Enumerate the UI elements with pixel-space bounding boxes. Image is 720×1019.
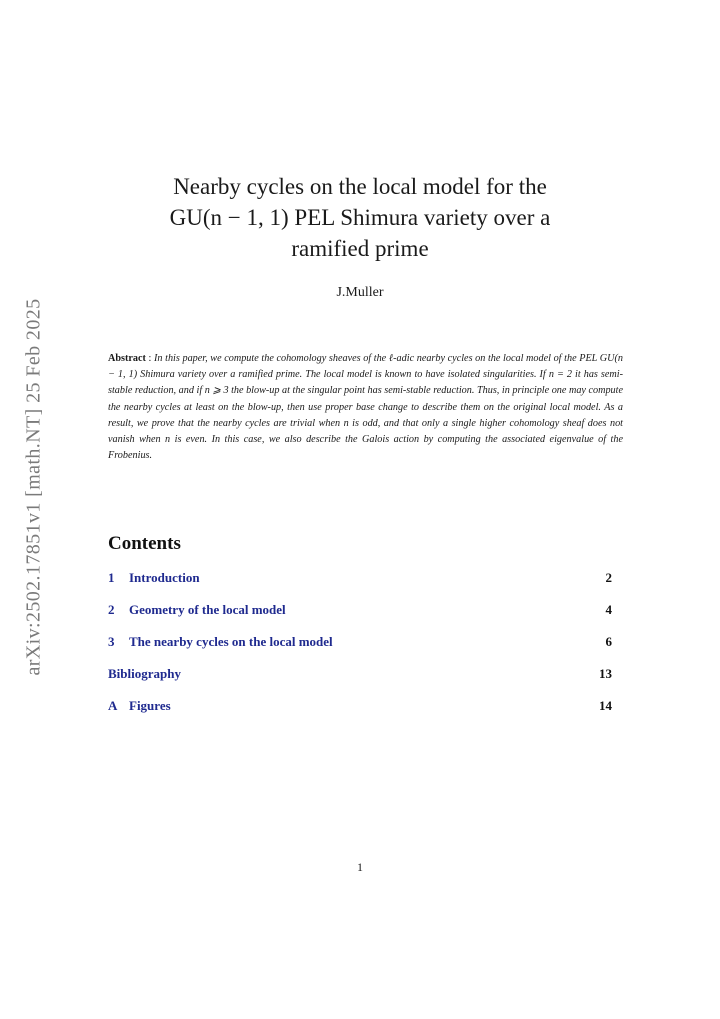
toc-entry-introduction[interactable] <box>108 570 612 602</box>
toc-entry-title[interactable]: Geometry of the local model <box>129 602 286 617</box>
toc-entry-number: 1 <box>108 570 115 585</box>
page-number: 1 <box>357 860 363 874</box>
toc-entry-number: A <box>108 698 118 713</box>
toc-entry-number: 3 <box>108 634 115 649</box>
toc-entry-title[interactable]: Introduction <box>129 570 200 585</box>
abstract-separator: : <box>145 353 155 364</box>
toc-entry-figures[interactable] <box>108 698 612 730</box>
table-of-contents <box>108 570 612 730</box>
arxiv-identifier-stamp: arXiv:2502.17851v1 [math.NT] 25 Feb 2025 <box>22 298 45 676</box>
toc-entry-nearby-cycles[interactable] <box>108 634 612 666</box>
toc-entry-page[interactable]: 14 <box>599 698 612 713</box>
toc-entry-page[interactable]: 4 <box>605 602 612 617</box>
title-line-2: GU(n − 1, 1) PEL Shimura variety over a <box>169 205 551 230</box>
toc-entry-bibliography[interactable] <box>108 666 612 698</box>
title-line-3: ramified prime <box>291 236 429 261</box>
toc-entry-title[interactable]: Figures <box>129 698 171 713</box>
toc-entry-page[interactable]: 6 <box>605 634 612 649</box>
abstract-label: Abstract <box>108 353 146 364</box>
paper-title <box>110 171 610 264</box>
abstract-block <box>108 351 623 464</box>
contents-heading: Contents <box>108 533 181 554</box>
toc-entry-number: 2 <box>108 602 115 617</box>
abstract-text: In this paper, we compute the cohomology sheaves of the ℓ-adic nearby cycles on the local model of the PEL GU(n − 1, 1) Shimura variety over a ramified prime. The local model is known to have isolated singularities. If n = 2 it has semi-stable reduction, and if n ⩾ 3 the blow-up at the singular point has semi-stable reduction. Thus, in principle one may compute the nearby cycles at least on the blow-up, then use proper base change to describe them on the original local model. As a result, we prove that the nearby cycles are trivial when n is odd, and that only a single higher cohomology sheaf does not vanish when n is even. In this case, we also describe the Galois action by computing the associated eigenvalue of the Frobenius. <box>108 353 623 462</box>
toc-entry-page[interactable]: 2 <box>605 570 612 585</box>
author-name: J.Muller <box>336 285 384 300</box>
toc-entry-geometry[interactable] <box>108 602 612 634</box>
toc-entry-page[interactable]: 13 <box>599 666 612 681</box>
toc-entry-title[interactable]: Bibliography <box>108 666 181 681</box>
title-line-1: Nearby cycles on the local model for the <box>173 174 547 199</box>
toc-entry-title[interactable]: The nearby cycles on the local model <box>129 634 333 649</box>
